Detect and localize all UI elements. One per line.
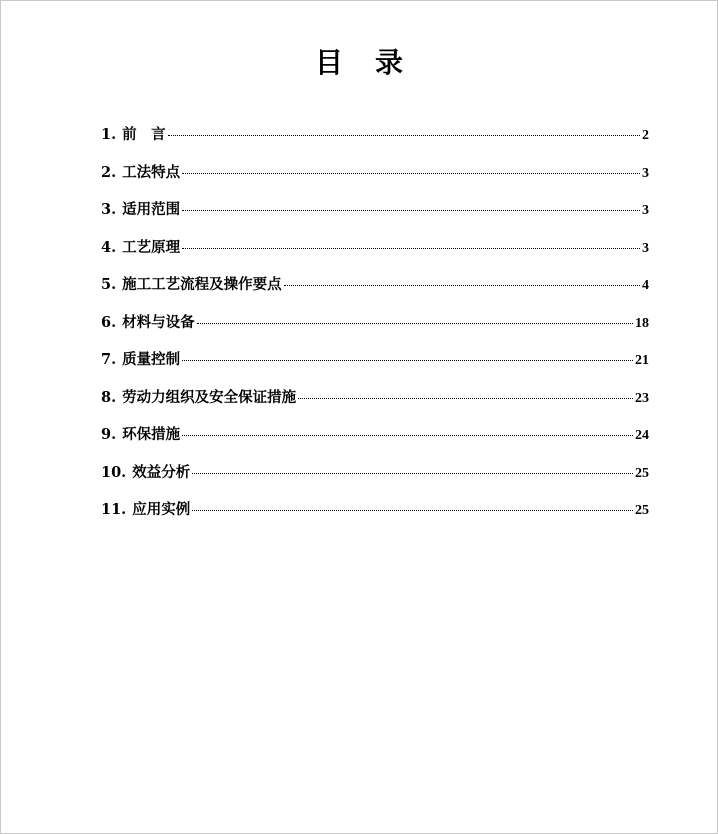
toc-entry-number: 7. — [101, 351, 117, 368]
toc-entry-title: 效益分析 — [132, 463, 191, 481]
toc-entry-page: 3 — [642, 203, 649, 218]
toc-entry-title: 劳动力组织及安全保证措施 — [122, 388, 297, 406]
toc-entry-title: 适用范围 — [122, 201, 181, 218]
toc-entry[interactable] — [101, 123, 649, 161]
toc-entry-page: 25 — [635, 465, 649, 481]
toc-entry-number: 3. — [101, 201, 117, 218]
toc-entry[interactable] — [101, 198, 649, 236]
toc-entry-page: 3 — [642, 240, 649, 256]
dot-leader — [168, 135, 640, 136]
toc-entry-title: 质量控制 — [122, 351, 181, 368]
dot-leader — [298, 398, 633, 399]
table-of-contents — [101, 123, 649, 536]
toc-entry-number: 2. — [101, 163, 117, 181]
toc-entry-page: 4 — [642, 278, 649, 293]
toc-entry-page: 18 — [635, 315, 649, 331]
dot-leader — [182, 435, 633, 436]
toc-entry-title: 应用实例 — [132, 501, 191, 518]
toc-entry-page: 21 — [635, 353, 649, 368]
toc-entry-page: 23 — [635, 390, 649, 406]
toc-entry-page: 2 — [642, 128, 649, 143]
toc-entry-title: 工艺原理 — [122, 238, 181, 256]
toc-entry-page: 24 — [635, 428, 649, 443]
dot-leader — [182, 210, 640, 211]
toc-entry-title: 工法特点 — [122, 163, 181, 181]
toc-entry-number: 11. — [101, 501, 127, 518]
dot-leader — [182, 248, 640, 249]
toc-entry-number: 1. — [101, 126, 117, 143]
toc-entry-title: 施工工艺流程及操作要点 — [122, 276, 282, 293]
toc-entry-page: 3 — [642, 165, 649, 181]
toc-entry-page: 25 — [635, 503, 649, 518]
toc-entry[interactable] — [101, 273, 649, 311]
toc-entry-number: 9. — [101, 426, 117, 443]
toc-entry-title: 环保措施 — [122, 426, 181, 443]
dot-leader — [197, 323, 633, 324]
toc-entry-number: 6. — [101, 313, 117, 331]
page-title: 目 录 — [314, 46, 405, 79]
toc-entry[interactable] — [101, 236, 649, 274]
dot-leader — [182, 360, 633, 361]
toc-entry[interactable] — [101, 348, 649, 386]
dot-leader — [182, 173, 640, 174]
dot-leader — [192, 473, 633, 474]
toc-entry[interactable] — [101, 386, 649, 424]
toc-entry[interactable] — [101, 423, 649, 461]
toc-entry-title: 前 言 — [122, 126, 166, 143]
dot-leader — [284, 285, 640, 286]
toc-entry[interactable] — [101, 498, 649, 536]
toc-entry[interactable] — [101, 461, 649, 499]
toc-entry[interactable] — [101, 161, 649, 199]
toc-entry-number: 8. — [101, 388, 117, 406]
toc-entry[interactable] — [101, 311, 649, 349]
toc-entry-title: 材料与设备 — [122, 313, 195, 331]
toc-entry-number: 4. — [101, 238, 117, 256]
toc-entry-number: 5. — [101, 276, 117, 293]
dot-leader — [192, 510, 633, 511]
toc-entry-number: 10. — [101, 463, 127, 481]
